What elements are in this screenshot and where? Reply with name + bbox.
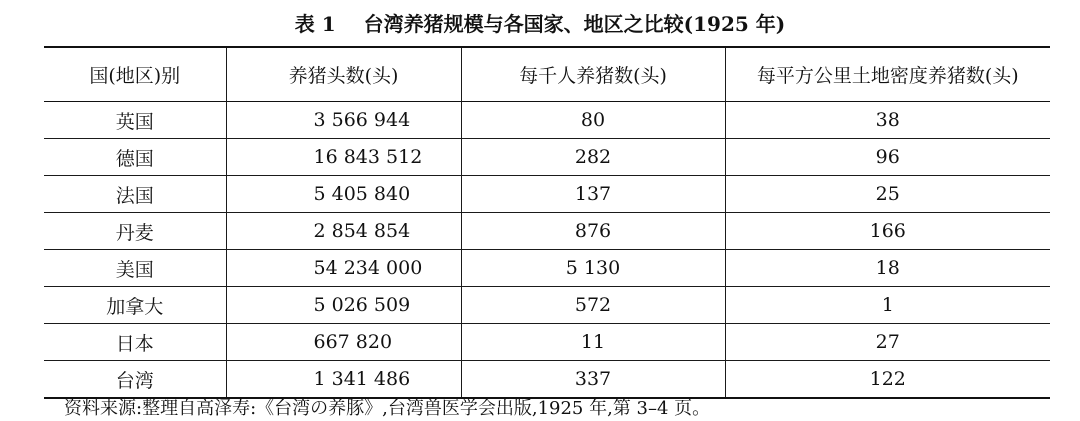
region-cell: 美国 [44,250,226,287]
region-cell: 台湾 [44,361,226,399]
table-row [44,287,1050,324]
table-row [44,324,1050,361]
per-sq-km-cell: 166 [725,213,1050,250]
pig-count-cell: 667 820 [226,324,461,361]
per-sq-km-cell: 1 [725,287,1050,324]
pig-count-cell: 2 854 854 [226,213,461,250]
per-thousand-cell: 5 130 [461,250,725,287]
table-row [44,102,1050,139]
table-title: 台湾养猪规模与各国家、地区之比较(1925 年) [363,12,786,36]
region-cell: 英国 [44,102,226,139]
region-cell: 日本 [44,324,226,361]
per-sq-km-cell: 18 [725,250,1050,287]
pig-count-cell: 5 405 840 [226,176,461,213]
per-thousand-cell: 11 [461,324,725,361]
per-thousand-cell: 876 [461,213,725,250]
table-row [44,139,1050,176]
per-thousand-cell: 80 [461,102,725,139]
region-cell: 丹麦 [44,213,226,250]
pig-count-cell: 1 341 486 [226,361,461,399]
table-row [44,361,1050,399]
table-row [44,176,1050,213]
region-cell: 德国 [44,139,226,176]
table-number: 表 1 [294,12,336,36]
per-sq-km-cell: 38 [725,102,1050,139]
per-sq-km-cell: 96 [725,139,1050,176]
pig-count-cell: 16 843 512 [226,139,461,176]
per-thousand-cell: 137 [461,176,725,213]
table-caption [0,8,1080,37]
per-thousand-cell: 282 [461,139,725,176]
table-row [44,213,1050,250]
per-thousand-cell: 572 [461,287,725,324]
per-sq-km-cell: 25 [725,176,1050,213]
per-sq-km-cell: 27 [725,324,1050,361]
header-pigs-per-thousand: 每千人养猪数(头) [461,47,725,102]
header-pig-count: 养猪头数(头) [226,47,461,102]
region-cell: 法国 [44,176,226,213]
pig-count-cell: 54 234 000 [226,250,461,287]
per-sq-km-cell: 122 [725,361,1050,399]
source-note: 资料来源:整理自高泽寿:《台湾の养豚》,台湾兽医学会出版,1925 年,第 3–4 页。 [64,398,711,419]
header-pigs-per-sq-km: 每平方公里土地密度养猪数(头) [725,47,1050,102]
pig-count-cell: 3 566 944 [226,102,461,139]
header-region: 国(地区)别 [89,65,181,87]
pig-count-cell: 5 026 509 [226,287,461,324]
data-table [44,46,1050,399]
per-thousand-cell: 337 [461,361,725,399]
region-cell: 加拿大 [44,287,226,324]
header-row [44,47,1050,102]
table-row [44,250,1050,287]
